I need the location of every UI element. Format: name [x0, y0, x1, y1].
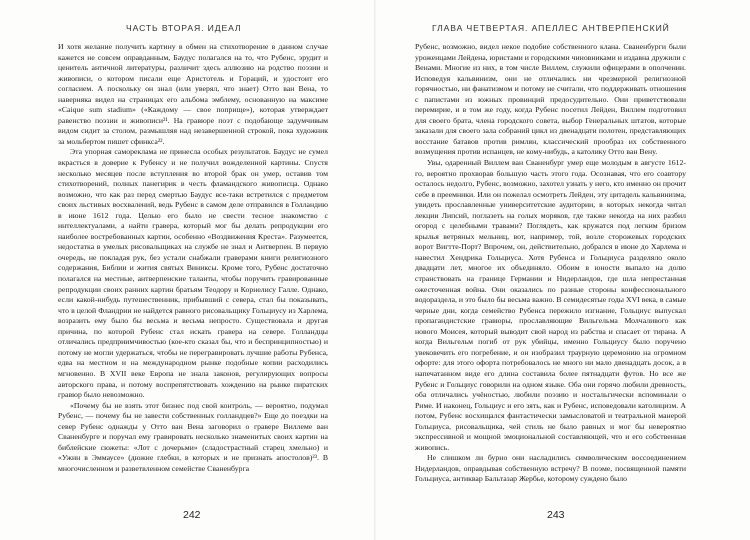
- right-page-text: [415, 42, 686, 485]
- left-page: [0, 0, 374, 540]
- paragraph: Не слишком ли бурно они насладились символическим воссоединением Нидерландов, оправдывая собственную встречу? В поэме, посвященной памяти Гольциуса, антиквар Бальтазар Жербье, которому суждено было: [415, 453, 686, 484]
- paragraph: И хотя желание получить картину в обмен на стихотворение в данном случае кажется не совсем оправданным, Баудус полагался на то, что Рубенс, эрудит и ценитель античной литературы, различит здесь аллюзию на родство поэзии и живописи, о котором писали еще Аристотель и Гораций, и удостоит его согласием. А поскольку он знал (или уверял, что знает) Отто ван Вена, то наверняка видел на страницах его альбома эмблему, основанную на максиме «Caique sum stadium» («Каждому — свое поприще»), которая утверждает равенство поэзии и живописи²¹. На гравюре поэт с подобающе задумчивым видом сидит за столом, размышляя над незавершенной строкой, пока художник за мольбертом пишет сфинкса²².: [58, 42, 328, 146]
- paragraph: Увы, одаренный Виллем ван Сваненбург умер еще молодым в августе 1612-го, вероятно прохворав большую часть этого года. Осознавая, что его соавтору осталось недолго, Рубенс, возможно, захотел узнать у него, кто именно он прочит себе в преемники. Или он пожелал осмотреть Лейден, эту цитадель кальвинизма, увидеть прославленные университетские аудитории, в которых некогда читал лекции Липсий, поглазеть на голых моряков, где также некогда на них разбил огород с целебными травами? Поглядеть, как кружатся под легким бризом крылья ветряных мельниц, вот, например, той, возле сторожевых городских ворот Вигтте-Порт? Впрочем, он, действительно, добрался в июне до Харлема и навестил Хендрика Гольциуса. Хотя Рубенса и Гольциуса разделяло около двадцати лет, многое их объединяло. Обоим в юности выпало на долю странствовать на границе Германии и Нидерландов, где шла непрестанная ожесточенная война. Они оказались по разные стороны конфессионального водораздела, и это было бы весьма важно. В семидесятые годы XVI века, в самые черные дни, когда семейство Рубенса пережило изгнание, Гольциус выпускал пропагандистские гравюры, прославляющие Вильгельма Молчаливого как нового Моисея, который выводит свой народ из рабства и спасает от тирана. А когда Вильгельм погиб от рук убийцы, именно Гольциусу было поручено увековечить его погребение, и он изобразил траурную церемонию на огромном офорте: для этого офорта потребовалось не много ни мало двенадцать досок, а в напечатанном виде его длина составила более пятнадцати футов. Но все же Рубенс и Гольциус говорили на одном языке. Оба они горячо любили древность, оба отличались учёностью, любили поэзию и ностальгически вспоминали о Риме. И наконец, Гольциус и его зять, как и Рубенс, исповедовали католицизм. А потом, Рубенс восхищался фантастически замысловатой и театральной манерой Гольциуса, рисовальщика, чей стиль не было равных и мог бы невероятно экспрессивной и мощной эмоциональной составляющей, что и его собственная живопись.: [415, 158, 686, 452]
- paragraph: Эта упорная саморекламa не принесла особых результатов. Баудус не сумел вкрасться в доверие к Рубенсу и не получил вожделенной картины. Спустя несколько месяцев после вступления во второй брак он умер, оставив том стихотворений, полных панегирик в честь фламандского живописца. Однако возможно, что как раз перед смертью Баудус все-таки встретился с предметом своих льстивых восхвалений, ведь Рубенс в самом деле отправился в Голландию в июне 1612 года. Целью его было не свести тесное знакомство с интеллектуалами, а найти гравера, который мог бы делать репродукции его наиболее востребованных картин, особенно «Воздвижения Креста». Разумеется, недостатка в умелых рисовальщиках на службе не знал и Антверпен. В первую очередь, не покладая рук, без устали снабжали граверами книги религиозного содержания, Библии и жития святых Виниксы. Кроме того, Рубенс достаточно полагался на местные, антверпенские таланты, чтобы поручить гравированные репродукции своих ранних картин братьям Теодору и Корнелису Галле. Однако, если какой-нибудь путешественник, прибывший с севера, стал бы показывать, что в целой Фландрии не найдется равного рисовальщику Гольциусу из Харлема, возразить ему было бы весьма и весьма непросто. Существовала и другая причина, по которой Рубенс стал искать гравера на севере. Голландцы отличались предприимчивостью (кое-кто сказал бы, что и беспринципностью) и потому не могли удержаться, чтобы не перегравировать лучшие работы Рубенса, едва на местном и на международном рынке подобные копии расходились мгновенно. В XVII веке Европа не знала законов, регулирующих вопросы авторского права, и потому воспрепятствовать хождению на рынке пиратских гравюр было невозможно.: [58, 147, 328, 400]
- right-page: [376, 0, 750, 540]
- paragraph: Рубенс, возможно, видел некое подобие собственного клана. Сваненбурги были уроженцами Лейдена, юристами и городскими чиновниками и издавна дружили с Венами. Многие из них, в том числе Виллем, служили офицерами в ополчении. Исповедуя кальвинизм, они не отличались ни чрезмерной религиозной горячностью, ни фанатизмом и потому не считали, что поддерживать отношения с папистами из южных провинций предосудительно. Они приветствовали перемирие, и в том же году, когда Рубенс посетил Лейден, Виллем подготовил для своего брата, члена городского совета, выбор Генеральных штатов, которые заказали для своего зала собраний цикл из двенадцати полотен, представляющих восстание батавов против римлян, классический прообраз их собственного возмущения против испанцев, не кому-нибудь, а католику Отто ван Вену.: [415, 42, 686, 157]
- page-number-left: 242: [183, 509, 201, 521]
- page-number-right: 243: [547, 509, 565, 521]
- running-head-right: ГЛАВА ЧЕТВЕРТАЯ. АПЕЛЛЕС АНТВЕРПЕНСКИЙ: [432, 23, 670, 33]
- paragraph: «Почему бы не взять этот бизнес под свой контроль, — вероятно, подумал Рубенс, — почему бы не завести собственных голландцев?» Еще до поездки на север Рубенс однажды у Отто ван Вена заговорил о гравере Виллеме ван Сваненбурге и поручал ему гравировать несколько знаменитых своих картин на библейские сюжеты: «Лот с дочерьми» (сладострастный старец хмельно) и «Ужин в Эммаусе» (дюжие глебки, в которых и не признать апостолов)²³. В многочисленном и разветвленном семействе Сваненбурга: [58, 400, 328, 473]
- left-page-text: [58, 42, 328, 474]
- running-head-left: ЧАСТЬ ВТОРАЯ. ИДЕАЛ: [126, 23, 242, 33]
